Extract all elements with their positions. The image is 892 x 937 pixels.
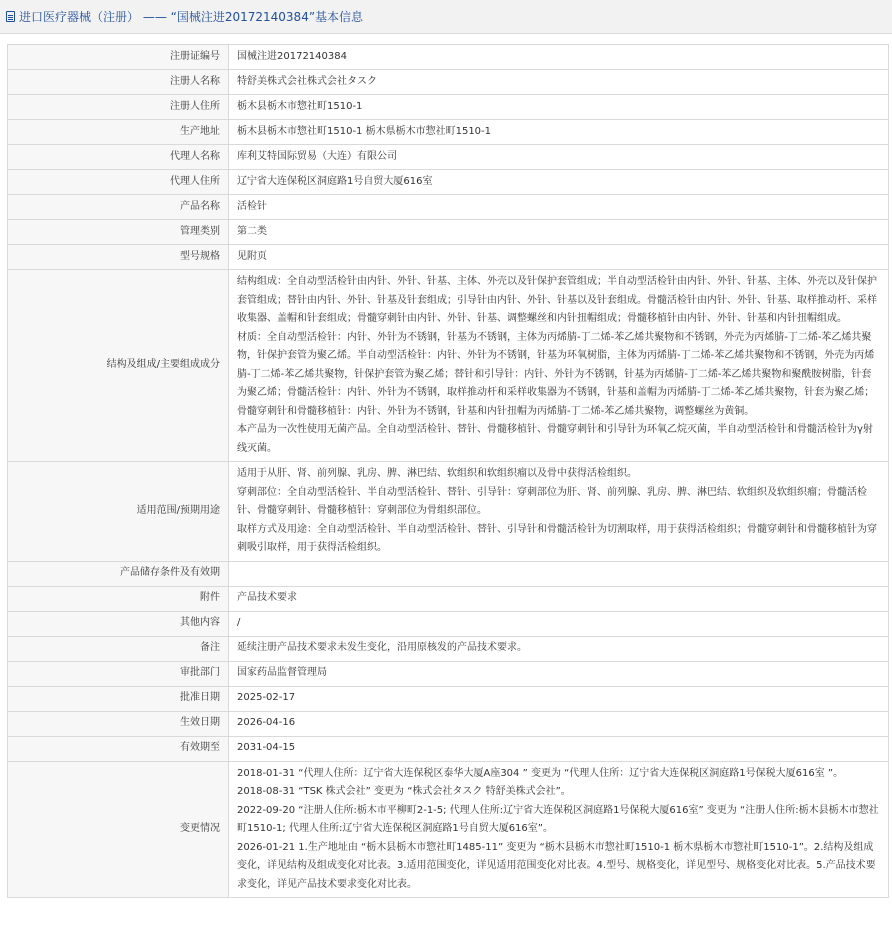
table-row [8, 220, 889, 245]
field-value: 辽宁省大连保税区洞庭路1号自贸大厦616室 [229, 170, 889, 195]
page-header [0, 0, 892, 34]
table-row [8, 636, 889, 661]
field-value: 产品技术要求 [229, 586, 889, 611]
field-label: 注册证编号 [8, 45, 229, 70]
table-row [8, 736, 889, 761]
table-row [8, 686, 889, 711]
field-label: 附件 [8, 586, 229, 611]
field-label: 管理类别 [8, 220, 229, 245]
field-label: 注册人住所 [8, 95, 229, 120]
table-row [8, 711, 889, 736]
field-value: 特舒美株式会社株式会社タスク [229, 70, 889, 95]
table-row [8, 245, 889, 270]
field-paragraph: 2018-08-31 “TSK 株式会社” 变更为 “株式会社タスク 特舒美株式会社”。 [237, 786, 571, 797]
page-title: 进口医疗器械（注册） —— “国械注进20172140384”基本信息 [19, 10, 364, 24]
field-paragraph: 2026-01-21 1.生产地址由 “栃木县栃木市惣社町1485-11” 变更为 “栃木县栃木市惣社町1510-1 栃木県栃木市惣社町1510-1”。2.结构及组成变化，详见结构及组成变化对比表。3.适用范围变化，详见适用范围变化对比表。4.型号、规格变化，详见型号、规格变化对比表。5.产品技术要求变化，详见产品技术要求变化对比表。 [237, 841, 876, 890]
field-value: 库利艾特国际贸易（大连）有限公司 [229, 145, 889, 170]
field-value: 栃木县栃木市惣社町1510-1 栃木県栃木市惣社町1510-1 [229, 120, 889, 145]
field-value: 活检针 [229, 195, 889, 220]
table-row [8, 462, 889, 562]
field-label: 产品名称 [8, 195, 229, 220]
field-label: 有效期至 [8, 736, 229, 761]
table-row [8, 270, 889, 462]
field-value: 国家药品监督管理局 [229, 661, 889, 686]
field-label: 适用范围/预期用途 [8, 462, 229, 562]
field-value: 延续注册产品技术要求未发生变化，沿用原核发的产品技术要求。 [229, 636, 889, 661]
field-paragraph: 穿刺部位：全自动型活检针、半自动型活检针、替针、引导针：穿刺部位为肝、肾、前列腺、乳房、脾、淋巴结、软组织及软组织瘤；骨髓活检针、骨髓穿刺针、骨髓移植针：穿刺部位为骨组织部位。 [237, 486, 867, 516]
table-row [8, 586, 889, 611]
field-value: 国械注进20172140384 [229, 45, 889, 70]
field-paragraph: 2018-01-31 “代理人住所：辽宁省大连保税区泰华大厦A座304 ” 变更为 “代理人住所：辽宁省大连保税区洞庭路1号保税大厦616室 ”。 [237, 767, 844, 779]
table-row [8, 95, 889, 120]
table-row [8, 145, 889, 170]
field-value [229, 561, 889, 586]
field-value [229, 462, 889, 562]
field-label: 代理人名称 [8, 145, 229, 170]
info-table-container [7, 44, 889, 898]
field-value: / [229, 611, 889, 636]
field-paragraph: 适用于从肝、肾、前列腺、乳房、脾、淋巴结、软组织和软组织瘤以及骨中获得活检组织。 [237, 468, 637, 479]
field-label: 型号规格 [8, 245, 229, 270]
field-label: 代理人住所 [8, 170, 229, 195]
field-label: 生效日期 [8, 711, 229, 736]
field-paragraph: 取样方式及用途：全自动型活检针、半自动型活检针、替针、引导针和骨髓活检针为切割取样，用于获得活检组织；骨髓穿刺针和骨髓移植针为穿刺吸引取样，用于获得活检组织。 [237, 523, 877, 553]
field-value: 见附页 [229, 245, 889, 270]
table-row [8, 195, 889, 220]
field-paragraph: 本产品为一次性使用无菌产品。全自动型活检针、替针、骨髓移植针、骨髓穿刺针和引导针为环氧乙烷灭菌，半自动型活检针和骨髓活检针为γ射线灭菌。 [237, 424, 873, 454]
field-value [229, 270, 889, 462]
field-label: 结构及组成/主要组成成分 [8, 270, 229, 462]
field-paragraph: 材质：全自动型活检针：内针、外针为不锈钢，针基为不锈钢，主体为丙烯腈-丁二烯-苯乙烯共聚物和不锈钢，外壳为丙烯腈-丁二烯-苯乙烯共聚物，针保护套管为聚乙烯。半自动型活检针：内针、外针为不锈钢，针基为环氧树脂，主体为丙烯腈-丁二烯-苯乙烯共聚物和不锈钢，外壳为丙烯腈-丁二烯-苯乙烯共聚物，针保护套管为聚乙烯；替针和引导针：内针、外针为不锈钢，针基为丙烯腈-丁二烯-苯乙烯共聚物和聚酰胺树脂，针套为聚乙烯；骨髓活检针：内针、外针为不锈钢，取样推动杆和采样收集器为不锈钢，针基和盖帽为丙烯腈-丁二烯-苯乙烯共聚物，针套为聚乙烯；骨髓穿刺针和骨髓移植针：内针、外针为不锈钢，针基和内针扭帽为丙烯腈-丁二烯-苯乙烯共聚物，调整螺丝为黄铜。 [237, 331, 875, 417]
table-row [8, 661, 889, 686]
table-row [8, 45, 889, 70]
field-value: 栃木县栃木市惣社町1510-1 [229, 95, 889, 120]
field-label: 备注 [8, 636, 229, 661]
field-value: 第二类 [229, 220, 889, 245]
field-label: 审批部门 [8, 661, 229, 686]
document-icon [6, 11, 15, 22]
field-paragraph: 结构组成：全自动型活检针由内针、外针、针基、主体、外壳以及针保护套管组成；半自动型活检针由内针、外针、针基、主体、外壳以及针保护套管组成；替针由内针、外针、针基及针套组成；引导针由内针、外针、针基以及针套组成。骨髓活检针由内针、外针、针基、取样推动杆、采样收集器、盖帽和针套组成；骨髓穿刺针由内针、外针、针基、调整螺丝和内针扭帽组成；骨髓移植针由内针、外针、针基和内针扭帽组成。 [237, 276, 877, 324]
field-label: 注册人名称 [8, 70, 229, 95]
field-value: 2026-04-16 [229, 711, 889, 736]
info-table [7, 44, 889, 898]
field-value: 2025-02-17 [229, 686, 889, 711]
field-label: 生产地址 [8, 120, 229, 145]
field-value [229, 761, 889, 898]
field-label: 变更情况 [8, 761, 229, 898]
table-row [8, 120, 889, 145]
field-paragraph: 2022-09-20 “注册人住所:栃木市平柳町2-1-5; 代理人住所:辽宁省大连保税区洞庭路1号保税大厦616室” 变更为 “注册人住所:栃木县栃木市惣社町1510-1; 代理人住所:辽宁省大连保税区洞庭路1号自贸大厦616室”。 [237, 804, 879, 834]
field-label: 批准日期 [8, 686, 229, 711]
table-row [8, 761, 889, 898]
table-row [8, 611, 889, 636]
table-row [8, 170, 889, 195]
field-label: 其他内容 [8, 611, 229, 636]
table-row [8, 70, 889, 95]
table-row [8, 561, 889, 586]
field-value: 2031-04-15 [229, 736, 889, 761]
field-label: 产品储存条件及有效期 [8, 561, 229, 586]
